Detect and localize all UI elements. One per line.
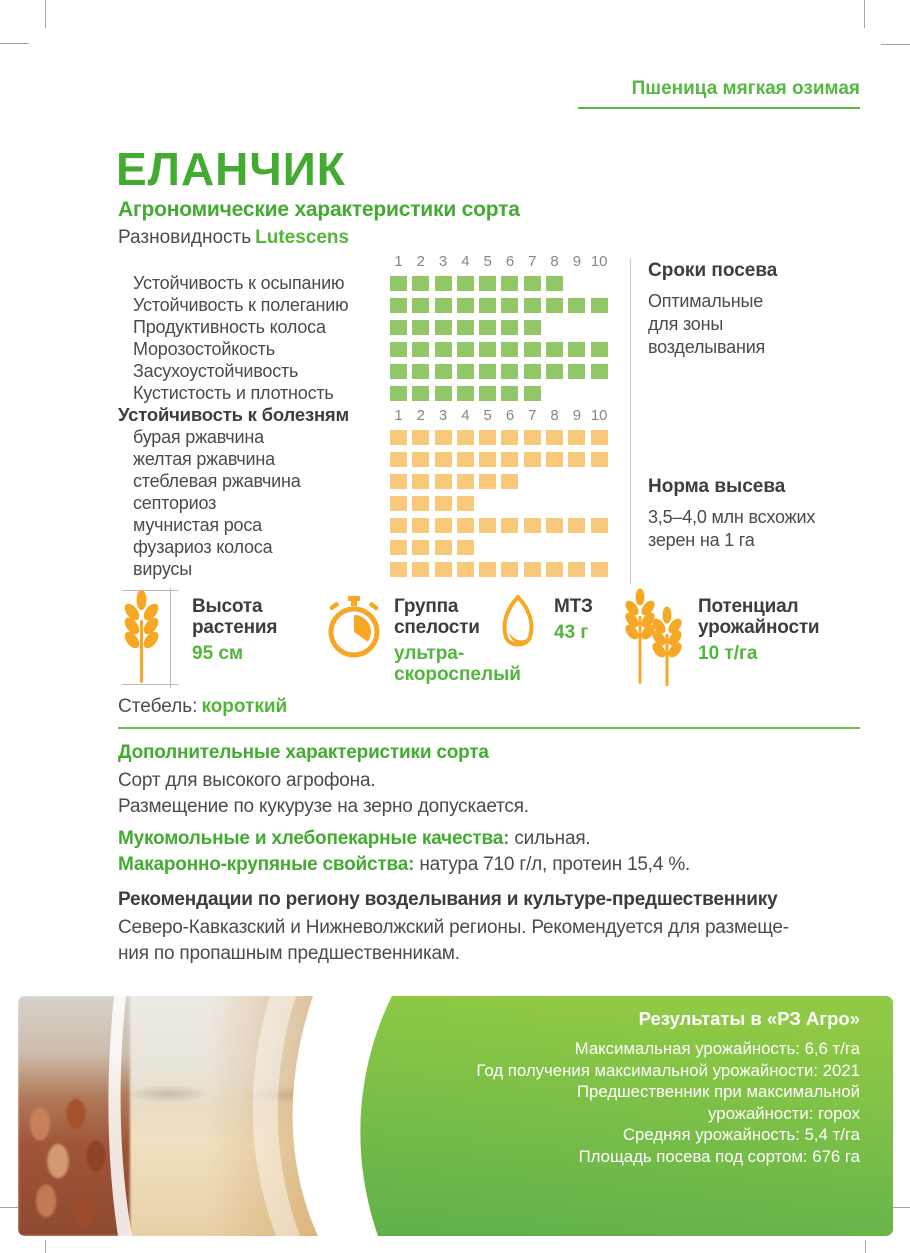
rating-square	[591, 562, 608, 577]
rating-square	[568, 364, 585, 379]
rating-square	[546, 320, 563, 335]
rating-square	[412, 540, 429, 555]
green-divider	[118, 727, 860, 729]
scale-number: 10	[590, 406, 608, 424]
crop-mark	[881, 44, 910, 45]
scale-number: 7	[528, 252, 537, 270]
rating-square	[479, 562, 496, 577]
vertical-divider	[630, 258, 631, 584]
rating-square	[457, 364, 474, 379]
scale-number: 5	[483, 252, 492, 270]
rating-square	[568, 430, 585, 445]
quality-label: Макаронно-крупяные свойства:	[118, 854, 415, 875]
stat-value: 95 см	[192, 643, 244, 664]
rating-square	[479, 452, 496, 467]
rating-square	[412, 452, 429, 467]
rating-square	[591, 320, 608, 335]
rating-square	[501, 430, 518, 445]
rating-square	[546, 496, 563, 511]
rating-square	[479, 430, 496, 445]
rating-square	[457, 474, 474, 489]
quality-value: сильная.	[514, 828, 591, 849]
rating-label: Кустистость и плотность	[133, 382, 334, 403]
rating-square	[568, 298, 585, 313]
variety-value: Lutescens	[255, 227, 350, 248]
rating-square	[591, 430, 608, 445]
rating-square	[479, 496, 496, 511]
rating-square	[457, 496, 474, 511]
scale-number: 3	[438, 406, 448, 424]
crop-mark	[864, 0, 865, 28]
rating-row	[118, 536, 613, 558]
sowing-text: Оптимальные	[648, 291, 764, 311]
rating-square	[435, 320, 452, 335]
sowing-text: для зоны	[648, 314, 724, 334]
scale-number: 2	[416, 406, 425, 424]
quality-line	[118, 826, 860, 852]
rating-square	[435, 386, 452, 401]
rating-square	[479, 518, 496, 533]
additional-text	[118, 768, 860, 820]
agronomic-ratings-chart	[118, 250, 613, 404]
rating-square	[591, 364, 608, 379]
stopwatch-icon	[326, 596, 382, 660]
rating-square	[568, 276, 585, 291]
rating-square	[435, 430, 452, 445]
rating-square	[390, 364, 407, 379]
scale-number: 10	[590, 252, 608, 270]
rating-square	[412, 386, 429, 401]
rating-square	[390, 518, 407, 533]
stat-label: Высота растения	[192, 596, 278, 638]
stat-label: Потенциал урожайности	[698, 596, 820, 638]
stat-value: 10 т/га	[698, 643, 758, 664]
rating-label: Устойчивость к осыпанию	[133, 272, 345, 293]
rating-square	[435, 540, 452, 555]
rating-row	[118, 558, 613, 580]
rating-row	[118, 360, 613, 382]
rating-row	[118, 382, 613, 404]
rating-square	[390, 386, 407, 401]
rating-square	[568, 320, 585, 335]
rating-row	[118, 316, 613, 338]
rating-square	[591, 518, 608, 533]
scale-number: 8	[550, 252, 559, 270]
rating-square	[457, 540, 474, 555]
banner-title: Результаты в «РЗ Агро»	[638, 1008, 860, 1029]
section-subtitle: Агрономические характеристики сорта	[118, 198, 520, 221]
rating-square	[412, 474, 429, 489]
rating-square	[591, 276, 608, 291]
stat-ripeness-group	[326, 588, 521, 685]
rating-square	[412, 364, 429, 379]
rating-square	[435, 342, 452, 357]
wheat-height-icon	[116, 588, 180, 688]
rating-square	[591, 386, 608, 401]
rating-square	[501, 496, 518, 511]
rating-square	[546, 298, 563, 313]
rating-square	[457, 276, 474, 291]
results-banner	[18, 996, 893, 1236]
rating-square	[524, 540, 541, 555]
seeding-rate-block	[648, 476, 866, 552]
rating-label: вирусы	[133, 558, 192, 579]
rating-label: Морозостойкость	[133, 338, 275, 359]
rating-row	[118, 492, 613, 514]
banner-stat-line: Максимальная урожайность: 6,6 т/га	[574, 1039, 860, 1058]
rating-square	[591, 474, 608, 489]
sowing-title: Сроки посева	[648, 260, 778, 281]
rating-square	[412, 276, 429, 291]
rating-row	[118, 272, 613, 294]
rating-square	[568, 518, 585, 533]
rating-square	[546, 452, 563, 467]
sowing-terms-block	[648, 260, 866, 359]
rating-square	[568, 496, 585, 511]
rating-square	[412, 342, 429, 357]
rating-square	[501, 364, 518, 379]
rating-square	[412, 562, 429, 577]
rating-square	[501, 342, 518, 357]
additional-line: Сорт для высокого агрофона.	[118, 770, 376, 791]
variety-label: Разновидность	[118, 227, 252, 248]
rating-square	[457, 342, 474, 357]
rating-square	[390, 320, 407, 335]
crop-category-header	[578, 78, 860, 109]
rating-square	[435, 562, 452, 577]
rating-square	[501, 298, 518, 313]
rating-square	[546, 474, 563, 489]
recommendations-text	[118, 915, 860, 967]
scale-number: 6	[505, 252, 515, 270]
rating-square	[568, 386, 585, 401]
banner-stat-line: Площадь посева под сортом: 676 га	[578, 1146, 860, 1166]
rating-square	[546, 386, 563, 401]
scale-number: 4	[461, 252, 470, 270]
rating-square	[390, 342, 407, 357]
variety-line	[118, 227, 349, 249]
rating-square	[568, 562, 585, 577]
rating-square	[479, 342, 496, 357]
stat-label: МТЗ	[554, 596, 593, 617]
rating-square	[390, 496, 407, 511]
rating-square	[524, 386, 541, 401]
rating-square	[501, 320, 518, 335]
rating-label: бурая ржавчина	[133, 426, 264, 447]
crop-mark	[865, 1240, 866, 1253]
rating-square	[501, 452, 518, 467]
rating-row	[118, 426, 613, 448]
seeding-rate-title: Норма высева	[648, 476, 786, 497]
rating-square	[457, 452, 474, 467]
rating-square	[390, 276, 407, 291]
scale-number: 9	[572, 252, 582, 270]
stem-label: Стебель:	[118, 696, 198, 717]
rating-square	[412, 430, 429, 445]
quality-line	[118, 852, 860, 878]
scale-number: 1	[394, 252, 403, 270]
rating-row	[118, 294, 613, 316]
rating-square	[568, 452, 585, 467]
rating-square	[390, 562, 407, 577]
rating-label: мучнистая роса	[133, 514, 262, 535]
rating-square	[501, 540, 518, 555]
crop-mark	[0, 43, 29, 44]
rating-square	[390, 452, 407, 467]
wheat-ears-icon	[620, 588, 686, 688]
rating-square	[457, 430, 474, 445]
quality-label: Мукомольные и хлебопекарные качества:	[118, 828, 510, 849]
recommendations-line: Северо-Кавказский и Нижневолжский регионы. Рекомендуется для размеще-	[118, 917, 789, 938]
stem-value: короткий	[201, 696, 288, 717]
rating-square	[479, 276, 496, 291]
rating-square	[501, 276, 518, 291]
rating-square	[524, 496, 541, 511]
crop-mark	[45, 0, 46, 28]
scale-number: 6	[505, 406, 515, 424]
additional-title: Дополнительные характеристики сорта	[118, 742, 489, 763]
rating-square	[591, 452, 608, 467]
rating-square	[435, 474, 452, 489]
banner-stat-line: Год получения максимальной урожайности: 2021	[476, 1060, 860, 1080]
rating-square	[546, 342, 563, 357]
crop-mark	[45, 1240, 46, 1253]
rating-square	[479, 386, 496, 401]
rating-square	[546, 562, 563, 577]
recommendations-title: Рекомендации по региону возделывания и культуре-предшественнику	[118, 889, 778, 910]
stat-value: ультра-скороспелый	[394, 643, 521, 685]
rating-square	[412, 298, 429, 313]
rating-square	[457, 320, 474, 335]
rating-square	[524, 276, 541, 291]
rating-square	[457, 386, 474, 401]
rating-square	[546, 364, 563, 379]
rating-row	[118, 514, 613, 536]
rating-square	[524, 474, 541, 489]
additional-line: Размещение по кукурузе на зерно допускается.	[118, 796, 529, 817]
rating-square	[591, 298, 608, 313]
quality-value: натура 710 г/л, протеин 15,4 %.	[419, 854, 691, 875]
rating-square	[591, 540, 608, 555]
rating-label: фузариоз колоса	[133, 536, 273, 557]
rating-square	[457, 562, 474, 577]
rating-square	[435, 276, 452, 291]
qualities-block	[118, 826, 860, 878]
rating-square	[412, 518, 429, 533]
scale-number: 8	[550, 406, 559, 424]
rating-square	[435, 298, 452, 313]
rating-square	[546, 540, 563, 555]
sowing-text: возделывания	[648, 337, 766, 357]
banner-stat-line: Предшественник при максимальной	[577, 1082, 860, 1101]
rating-square	[479, 298, 496, 313]
rating-square	[524, 518, 541, 533]
rating-square	[457, 518, 474, 533]
rating-square	[546, 430, 563, 445]
rating-label: стеблевая ржавчина	[133, 470, 301, 491]
rating-square	[479, 364, 496, 379]
scale-number: 2	[416, 252, 425, 270]
stat-tgw	[494, 588, 624, 656]
rating-square	[591, 342, 608, 357]
rating-row	[118, 338, 613, 360]
rating-square	[479, 540, 496, 555]
rating-square	[501, 518, 518, 533]
scale-number: 4	[461, 406, 470, 424]
rating-square	[390, 430, 407, 445]
rating-square	[591, 496, 608, 511]
stat-label: Группа спелости	[394, 596, 480, 638]
stat-value: 43 г	[554, 622, 589, 643]
stem-line	[118, 696, 287, 718]
rating-square	[524, 298, 541, 313]
scale-number: 7	[528, 406, 537, 424]
seeding-rate-text: зерен на 1 га	[648, 530, 755, 550]
rating-square	[435, 496, 452, 511]
white-sliver-shape	[108, 996, 132, 1236]
rating-row	[118, 448, 613, 470]
rating-square	[568, 540, 585, 555]
rating-label: Засухоустойчивость	[133, 360, 299, 381]
rating-square	[568, 474, 585, 489]
banner-stat-line: Средняя урожайность: 5,4 т/га	[622, 1125, 860, 1144]
recommendations-line: ния по пропашным предшественникам.	[118, 943, 460, 964]
disease-resistance-title: Устойчивость к болезням	[118, 404, 349, 425]
rating-label: септориоз	[133, 492, 217, 513]
rating-square	[435, 518, 452, 533]
rating-square	[501, 474, 518, 489]
rating-label: желтая ржавчина	[133, 448, 275, 469]
rating-square	[501, 562, 518, 577]
rating-square	[546, 276, 563, 291]
stat-yield-potential	[620, 588, 830, 688]
scale-number: 1	[394, 406, 403, 424]
rating-square	[524, 452, 541, 467]
crop-category-label: Пшеница мягкая озимая	[631, 78, 860, 99]
rating-square	[390, 474, 407, 489]
rating-square	[390, 540, 407, 555]
rating-square	[457, 298, 474, 313]
banner-text	[340, 1007, 860, 1167]
rating-square	[501, 386, 518, 401]
scale-number: 3	[438, 252, 448, 270]
rating-square	[435, 452, 452, 467]
rating-square	[435, 364, 452, 379]
seeding-rate-text: 3,5–4,0 млн всхожих	[648, 507, 816, 527]
scale-number: 5	[483, 406, 492, 424]
rating-square	[524, 430, 541, 445]
rating-square	[524, 342, 541, 357]
rating-square	[412, 320, 429, 335]
disease-resistance-chart	[118, 404, 613, 580]
rating-square	[479, 474, 496, 489]
page-title: ЕЛАНЧИК	[116, 143, 346, 195]
rating-square	[524, 320, 541, 335]
rating-square	[390, 298, 407, 313]
rating-square	[568, 342, 585, 357]
rating-row	[118, 470, 613, 492]
rating-square	[524, 364, 541, 379]
stat-plant-height	[116, 588, 288, 688]
rating-square	[524, 562, 541, 577]
rating-square	[479, 320, 496, 335]
rating-square	[412, 496, 429, 511]
scale-number: 9	[572, 406, 582, 424]
grain-icon	[494, 594, 542, 656]
banner-stat-line: урожайности: горох	[708, 1103, 860, 1123]
rating-square	[546, 518, 563, 533]
rating-label: Устойчивость к полеганию	[133, 294, 349, 315]
rating-label: Продуктивность колоса	[133, 316, 326, 337]
